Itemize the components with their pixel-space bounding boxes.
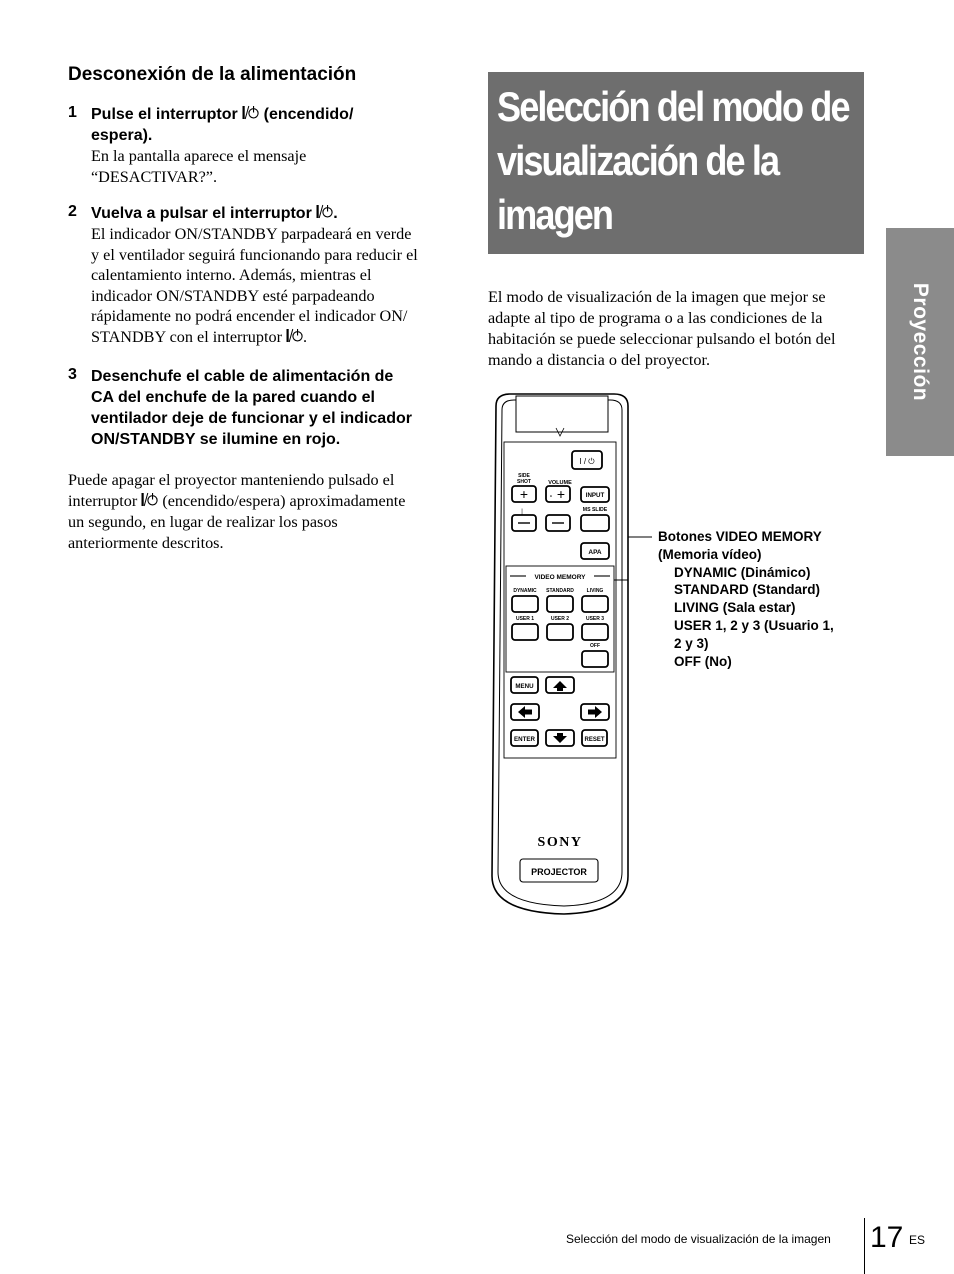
svg-text:SHOT: SHOT	[517, 479, 531, 485]
video-memory-callout: Botones VIDEO MEMORY (Memoria vídeo) DYNAMIC (Dinámico) STANDARD (Standard) LIVING (Sala estar) USER 1, 2 y 3 (Usuario 1, 2 y 3) OFF (No)	[658, 529, 834, 669]
step-title: Pulse el interruptor (encendido/ espera).	[91, 106, 354, 144]
svg-text:|: |	[521, 509, 523, 515]
projector-label: PROJECTOR	[531, 867, 587, 877]
step-number: 1	[68, 104, 77, 121]
enter-button-label: ENTER	[514, 736, 535, 743]
sony-logo: SONY	[537, 835, 583, 850]
ms-slide-label: MS SLIDE	[582, 507, 608, 513]
user3-label: USER 3	[585, 616, 605, 622]
intro-paragraph: El modo de visualización de la imagen que mejor se adapte al tipo de programa o a las condiciones de la habitación se puede seleccionar pulsando el botón del mando a distancia o del proyector.	[488, 288, 836, 369]
input-button-label: INPUT	[585, 492, 605, 499]
language-code: ES	[909, 1233, 926, 1247]
volume-label: VOLUME	[548, 480, 572, 486]
off-label: OFF	[590, 643, 600, 649]
video-memory-label: VIDEO MEMORY	[534, 574, 586, 581]
running-footer: Selección del modo de visualización de la imagen	[566, 1232, 831, 1246]
apa-button-label: APA	[588, 549, 602, 556]
user1-label: USER 1	[515, 616, 535, 622]
footer-divider	[864, 1218, 865, 1274]
user2-label: USER 2	[550, 616, 570, 622]
step-body: El indicador ON/STANDBY parpadeará en verde y el ventilador seguirá funcionando para reducir el calentamiento interno. Además, mientras el indicador ON/STANDBY esté parpadeando rápidamente no podrá encender el indicador ON/ STANDBY con el interruptor .	[91, 225, 418, 346]
chapter-tab-label: Proyección	[909, 282, 932, 402]
svg-text:∘: ∘	[549, 494, 553, 500]
step-title: Desenchufe el cable de alimentación de CA del enchufe de la pared cuando el ventilador deje de funcionar y el indicador ON/STANDBY se ilumine en rojo.	[91, 368, 412, 448]
svg-text:+: +	[519, 486, 529, 502]
page-title: Selección del modo de visualización de la imagen	[497, 83, 849, 238]
step-number: 3	[68, 366, 77, 383]
dynamic-label: DYNAMIC	[513, 588, 537, 594]
reset-button-label: RESET	[584, 737, 605, 743]
standard-label: STANDARD	[546, 588, 574, 594]
power-button-label: I / ⏻	[579, 457, 595, 466]
page-number: 17	[870, 1221, 904, 1254]
step-title: Vuelva a pulsar el interruptor .	[91, 205, 338, 222]
step-body: En la pantalla aparece el mensaje “DESACTIVAR?”.	[91, 147, 307, 186]
svg-text:+: +	[556, 486, 566, 502]
side-shot-label: SIDE	[518, 473, 530, 479]
note-paragraph: Puede apagar el proyector manteniendo pulsado el interruptor (encendido/espera) aproximadamente un segundo, en lugar de realizar los pasos anteriormente descritos.	[68, 471, 406, 552]
step-number: 2	[68, 203, 77, 220]
living-label: LIVING	[586, 588, 604, 594]
section-heading: Desconexión de la alimentación	[68, 64, 357, 85]
menu-button-label: MENU	[515, 683, 534, 690]
